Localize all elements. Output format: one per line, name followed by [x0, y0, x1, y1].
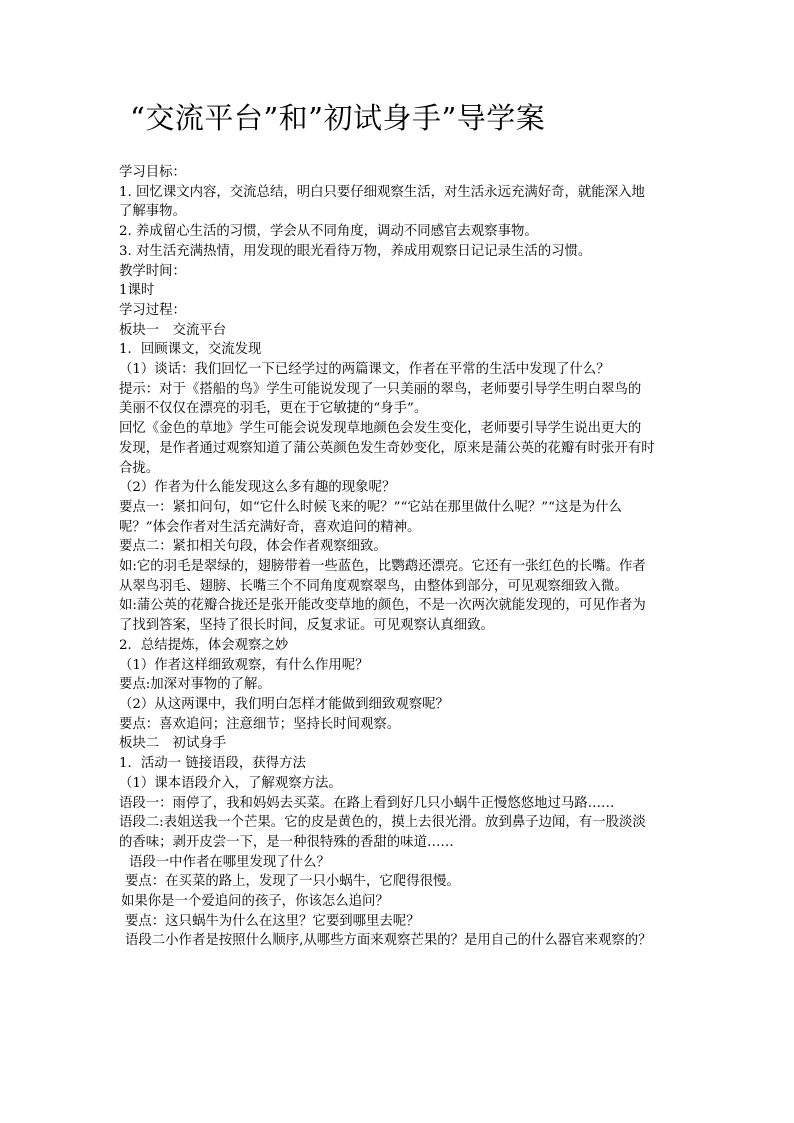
section-heading: 板块二 初试身手	[119, 736, 227, 752]
paragraph-line: 了解事物。	[119, 204, 186, 220]
subsection-heading: 2．总结提炼，体会观察之妙	[119, 637, 289, 653]
paragraph-line: 提示：对于《搭船的鸟》学生可能说发现了一只美丽的翠鸟，老师要引导学生明白翠鸟的	[119, 381, 642, 397]
paragraph-line: 呢？”体会作者对生活充满好奇，喜欢追问的精神。	[119, 519, 421, 535]
section-heading: 教学时间：	[119, 263, 186, 279]
paragraph-line: 要点：喜欢追问；注意细节；坚持长时间观察。	[119, 716, 401, 732]
paragraph-line: 语段二:表姐送我一个芒果。它的皮是黄色的，摸上去很光滑。放到鼻子边闻，有一股淡淡	[119, 815, 646, 831]
paragraph-line: 要点一：紧扣问句，如“它什么时候飞来的呢？”“它站在那里做什么呢？”“这是为什么	[119, 499, 622, 515]
paragraph-line: 语段一中作者在哪里发现了什么？	[129, 854, 330, 870]
paragraph-line: 合拢。	[119, 460, 160, 476]
document-title: “交流平台”和”初试身手”导学案	[130, 101, 546, 135]
section-heading: 学习过程：	[119, 302, 186, 318]
subsection-heading: 1．回顾课文，交流发现	[119, 342, 262, 358]
paragraph-line: 的香味；剥开皮尝一下，是一种很特殊的香甜的味道……	[119, 834, 454, 850]
paragraph-line: 2. 养成留心生活的习惯，学会从不同角度，调动不同感官去观察事物。	[119, 224, 538, 240]
paragraph-line: （1）谈话：我们回忆一下已经学过的两篇课文，作者在平常的生活中发现了什么？	[119, 362, 610, 378]
paragraph-line: （2）作者为什么能发现这么多有趣的现象呢？	[119, 480, 396, 496]
paragraph-line: 3. 对生活充满热情，用发现的眼光看待万物，养成用观察日记记录生活的习惯。	[119, 243, 592, 259]
paragraph-line: 要点二：紧扣相关句段，体会作者观察细致。	[119, 539, 387, 555]
paragraph-line: 如果你是一个爱追问的孩子，你该怎么追问？	[121, 894, 389, 910]
paragraph-line: 1课时	[119, 283, 155, 299]
paragraph-line: 如:它的羽毛是翠绿的，翅膀带着一些蓝色，比鹦鹉还漂亮。它还有一张红色的长嘴。作者	[119, 559, 646, 575]
paragraph-line: 了找到答案，坚持了很长时间，反复求证。可见观察认真细致。	[119, 618, 494, 634]
paragraph-line: 美丽不仅仅在漂亮的羽毛，更在于它敏捷的“身手”。	[119, 401, 428, 417]
paragraph-line: 要点：在买菜的路上，发现了一只小蜗牛，它爬得很慢。	[125, 874, 460, 890]
paragraph-line: （2）从这两课中，我们明白怎样才能做到细致观察呢？	[119, 696, 449, 712]
subsection-heading: 1．活动一 链接语段，获得方法	[119, 756, 306, 772]
paragraph-line: （1）课本语段介入，了解观察方法。	[119, 775, 342, 791]
paragraph-line: 1. 回忆课文内容，交流总结，明白只要仔细观察生活，对生活永远充满好奇，就能深入地	[119, 184, 645, 200]
section-heading: 板块一 交流平台	[119, 322, 227, 338]
document-body	[119, 163, 677, 951]
section-heading: 学习目标：	[119, 165, 186, 180]
paragraph-line: 回忆《金色的草地》学生可能会说发现草地颜色会发生变化，老师要引导学生说出更大的	[119, 421, 642, 437]
paragraph-line: （1）作者这样细致观察，有什么作用呢？	[119, 657, 369, 673]
paragraph-line: 语段二小作者是按照什么顺序,从哪些方面来观察芒果的？是用自己的什么器官来观察的？	[125, 933, 652, 949]
paragraph-line: 从翠鸟羽毛、翅膀、长嘴三个不同角度观察翠鸟，由整体到部分，可见观察细致入微。	[119, 578, 628, 594]
paragraph-line: 语段一：雨停了，我和妈妈去买菜。在路上看到好几只小蜗牛正慢悠悠地过马路……	[119, 795, 615, 811]
paragraph-line: 要点:加深对事物的了解。	[119, 677, 271, 693]
paragraph-line: 发现，是作者通过观察知道了蒲公英颜色发生奇妙变化，原来是蒲公英的花瓣有时张开有时	[119, 440, 655, 456]
paragraph-line: 如:蒲公英的花瓣合拢还是张开能改变草地的颜色，不是一次两次就能发现的，可见作者为	[119, 598, 646, 614]
paragraph-line: 要点：这只蜗牛为什么在这里？它要到哪里去呢？	[125, 913, 420, 929]
